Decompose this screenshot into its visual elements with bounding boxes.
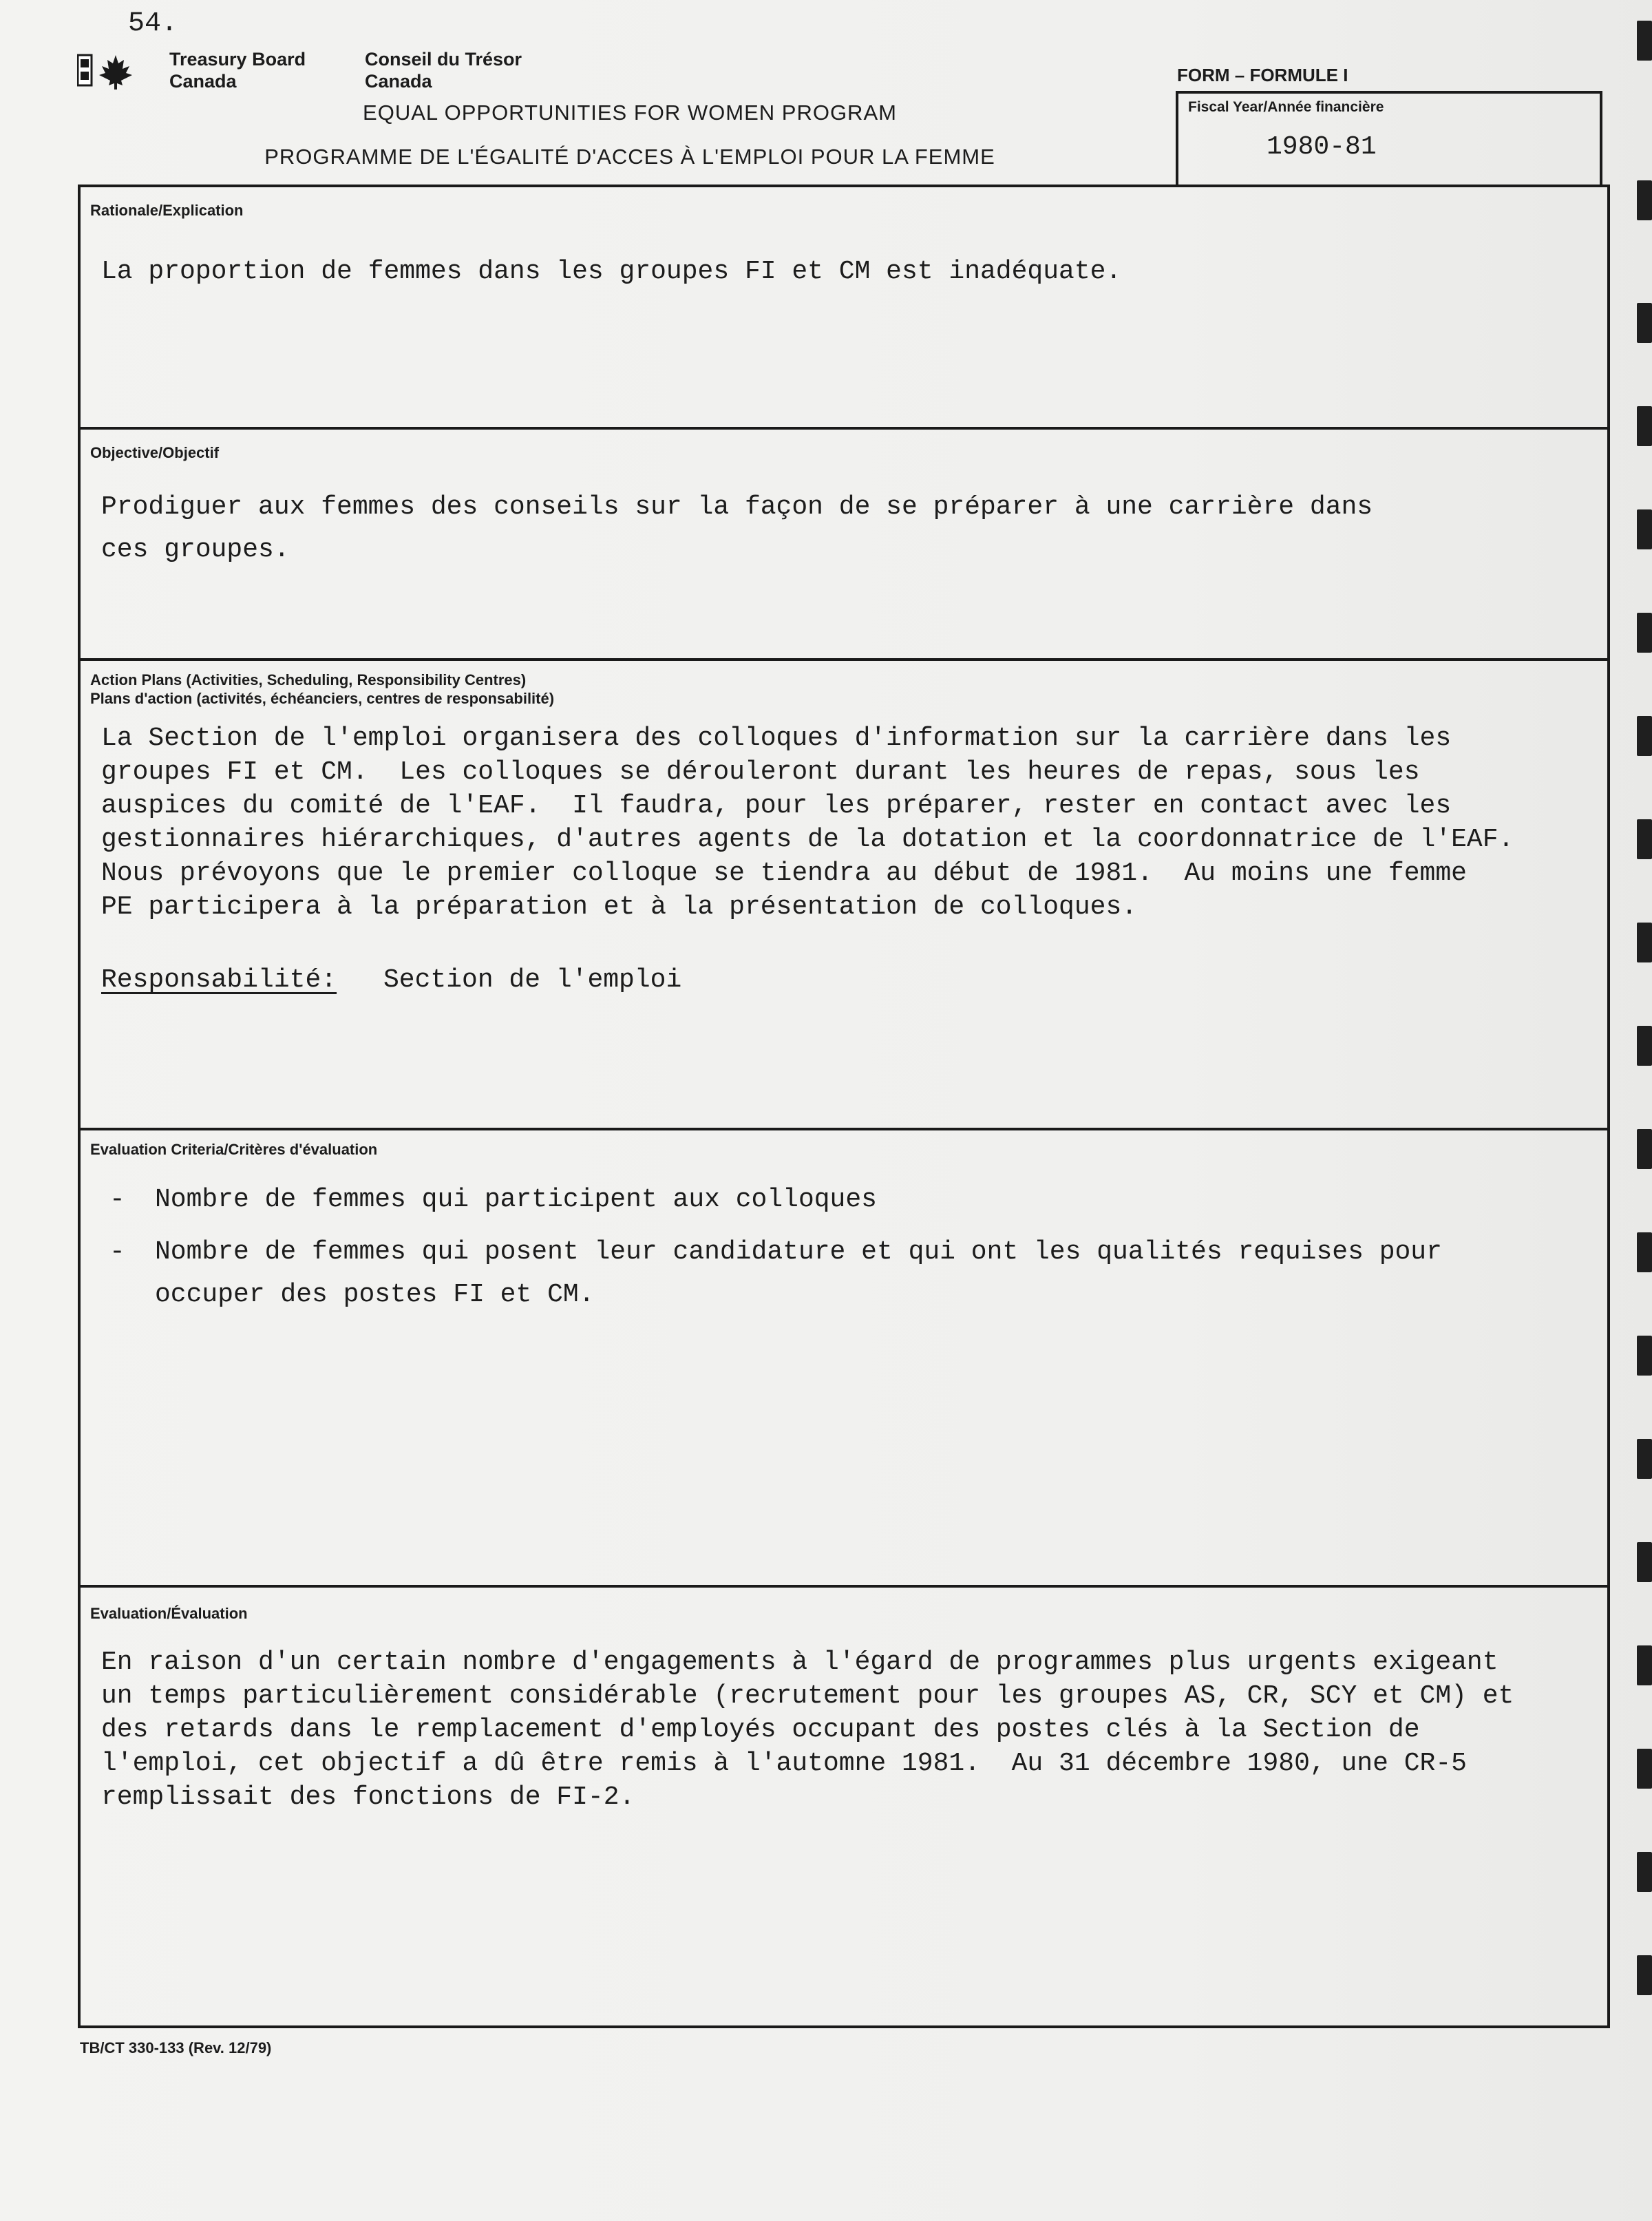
- binder-hole: [1637, 1026, 1652, 1066]
- responsibility-label: Responsabilité:: [101, 965, 337, 995]
- form-code: TB/CT 330-133 (Rev. 12/79): [80, 2039, 272, 2056]
- responsibility-value: Section de l'emploi: [383, 965, 682, 995]
- binder-hole: [1637, 1749, 1652, 1789]
- action-plans-section: [81, 661, 1607, 1130]
- form-body: [78, 185, 1610, 2028]
- binder-hole: [1637, 1232, 1652, 1272]
- agency-name-en: [169, 48, 306, 92]
- agency-name-fr: [365, 48, 522, 92]
- binder-hole: [1637, 1336, 1652, 1376]
- fiscal-year-value: 1980-81: [1267, 132, 1377, 162]
- binder-hole: [1637, 716, 1652, 756]
- criteria-text: Nombre de femmes qui participent aux colloques: [155, 1185, 877, 1214]
- objective-text: Prodiguer aux femmes des conseils sur la façon de se préparer à une carrière dans ces groupes.: [101, 492, 1373, 565]
- program-title-fr: PROGRAMME DE L'ÉGALITÉ D'ACCES À L'EMPLOI POUR LA FEMME: [264, 145, 995, 169]
- page-number: 54.: [128, 8, 178, 39]
- binder-hole: [1637, 1129, 1652, 1169]
- dash-bullet: -: [109, 1237, 125, 1267]
- dash-bullet: -: [109, 1185, 125, 1214]
- binder-hole: [1637, 1645, 1652, 1685]
- binder-hole: [1637, 613, 1652, 653]
- binder-hole: [1637, 1439, 1652, 1479]
- objective-label: Objective/Objectif: [90, 444, 220, 461]
- evaluation-text: En raison d'un certain nombre d'engagements à l'égard de programmes plus urgents exigeant un temps particulièrement considérable (recrutement pour les groupes AS, CR, SCY et CM) et des retards dans le remplacement d'employés occupant des postes clés à la Section de l'emploi, cet objectif a dû être remis à l'automne 1981. Au 31 décembre 1980, une CR-5 remplissait des fonctions de FI-2.: [101, 1648, 1514, 1812]
- rationale-section: [81, 187, 1607, 430]
- action-plans-label-en: Action Plans (Activities, Scheduling, Responsibility Centres): [90, 671, 527, 688]
- objective-section: [81, 430, 1607, 661]
- action-plans-label-fr: Plans d'action (activités, échéanciers, centres de responsabilité): [90, 690, 555, 707]
- criteria-text: Nombre de femmes qui posent leur candidature et qui ont les qualités requises pour occuper des postes FI et CM.: [155, 1237, 1442, 1309]
- rationale-text: La proportion de femmes dans les groupes FI et CM est inadéquate.: [101, 257, 1122, 286]
- agency-name-en-line: Treasury Board: [169, 49, 306, 70]
- binder-hole: [1637, 180, 1652, 220]
- program-title-en: EQUAL OPPORTUNITIES FOR WOMEN PROGRAM: [363, 101, 897, 125]
- binder-hole: [1637, 1852, 1652, 1892]
- binder-hole: [1637, 21, 1652, 61]
- fiscal-year-box: [1176, 91, 1602, 185]
- agency-name-fr-line: Canada: [365, 71, 432, 92]
- binder-hole: [1637, 303, 1652, 343]
- binder-hole: [1637, 509, 1652, 549]
- evaluation-section: [81, 1588, 1607, 2025]
- agency-name-en-line: Canada: [169, 71, 237, 92]
- agency-name-fr-line: Conseil du Trésor: [365, 49, 522, 70]
- fiscal-year-label: Fiscal Year/Année financière: [1188, 99, 1384, 115]
- binder-hole: [1637, 406, 1652, 446]
- action-plans-text: La Section de l'emploi organisera des colloques d'information sur la carrière dans les groupes FI et CM. Les colloques se dérouleront durant les heures de repas, sous les auspices du comité de l'EAF. Il faudra, pour les préparer, rester en contact avec les gestionnaires hiérarchiques, d'autres agents de la dotation et la coordonnatrice de l'EAF. Nous prévoyons que le premier colloque se tiendra au début de 1981. Au moins une femme PE participera à la préparation et à la présentation de colloques.: [101, 724, 1514, 922]
- evaluation-criteria-label: Evaluation Criteria/Critères d'évaluation: [90, 1141, 378, 1158]
- government-of-canada-flag-icon: [77, 52, 139, 91]
- binder-hole: [1637, 923, 1652, 962]
- binder-hole: [1637, 819, 1652, 859]
- evaluation-label: Evaluation/Évaluation: [90, 1605, 248, 1622]
- binder-hole: [1637, 1542, 1652, 1582]
- responsibility-row: [101, 965, 682, 995]
- evaluation-criteria-section: [81, 1130, 1607, 1588]
- form-identifier: FORM – FORMULE I: [1177, 65, 1348, 85]
- binder-holes: [1637, 0, 1652, 2221]
- binder-hole: [1637, 1955, 1652, 1995]
- rationale-label: Rationale/Explication: [90, 202, 244, 219]
